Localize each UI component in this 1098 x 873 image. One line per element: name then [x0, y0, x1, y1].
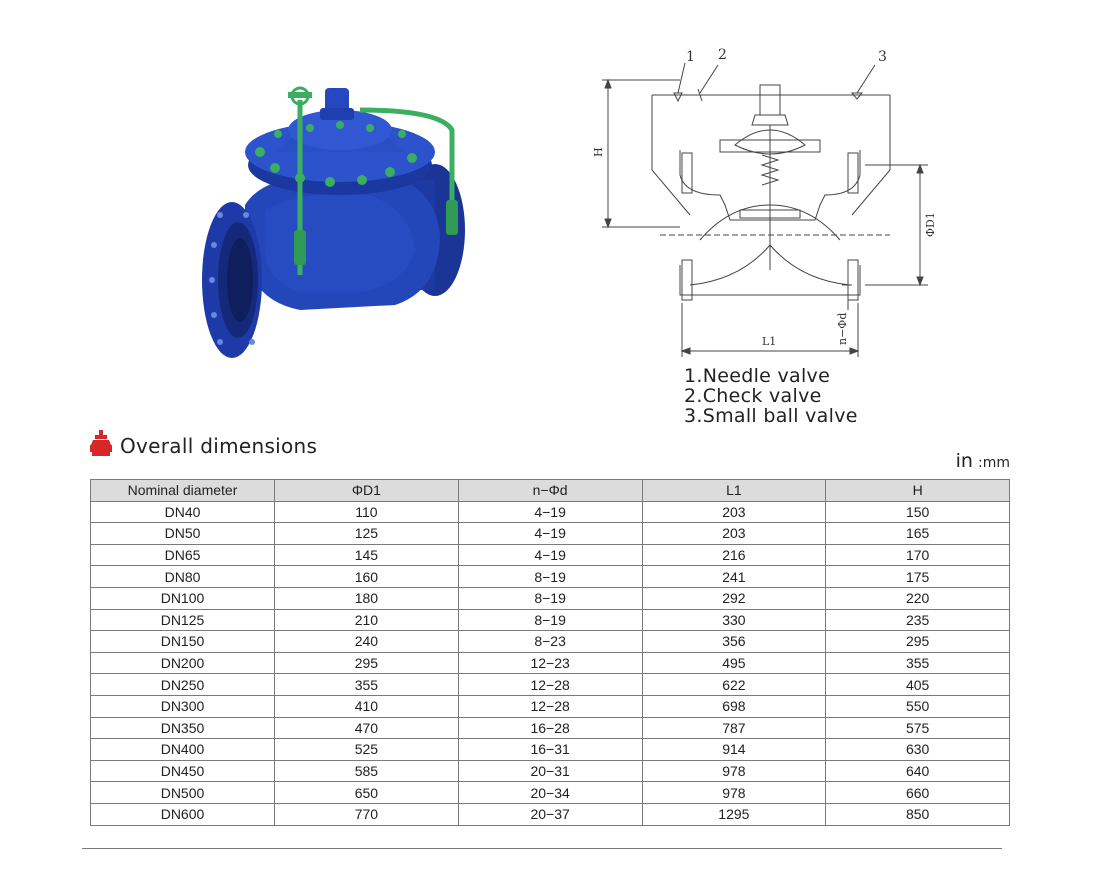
unit-suffix: :mm: [978, 455, 1010, 471]
table-cell: 495: [642, 652, 826, 674]
table-cell: DN80: [91, 566, 275, 588]
table-cell: 640: [826, 760, 1010, 782]
table-row: [91, 587, 1010, 609]
table-cell: 630: [826, 739, 1010, 761]
table-cell: 240: [275, 631, 459, 653]
valve-section-drawing: [590, 45, 950, 365]
column-header: L1: [642, 480, 826, 502]
table-cell: 8−19: [458, 587, 642, 609]
table-cell: 575: [826, 717, 1010, 739]
table-cell: 355: [275, 674, 459, 696]
table-cell: 203: [642, 501, 826, 523]
table-cell: DN150: [91, 631, 275, 653]
table-cell: 8−19: [458, 609, 642, 631]
table-row: [91, 566, 1010, 588]
table-cell: DN600: [91, 803, 275, 825]
column-header: n−Φd: [458, 480, 642, 502]
legend-item: 1.Needle valve: [684, 365, 831, 387]
unit-label: [956, 450, 1010, 472]
unit-prefix: in: [955, 450, 973, 472]
table-cell: DN250: [91, 674, 275, 696]
table-cell: 622: [642, 674, 826, 696]
table-cell: 150: [826, 501, 1010, 523]
dim-nd-label: n−Φd: [836, 312, 849, 345]
table-cell: 978: [642, 760, 826, 782]
table-cell: 145: [275, 544, 459, 566]
table-row: [91, 803, 1010, 825]
drawing-legend: [684, 366, 858, 426]
table-row: [91, 782, 1010, 804]
table-cell: 292: [642, 587, 826, 609]
dimensions-table: [90, 479, 1010, 826]
column-header: H: [826, 480, 1010, 502]
table-cell: DN125: [91, 609, 275, 631]
table-cell: 650: [275, 782, 459, 804]
table-cell: 165: [826, 523, 1010, 545]
table-cell: 216: [642, 544, 826, 566]
callout-3: 3: [878, 49, 887, 65]
table-cell: 203: [642, 523, 826, 545]
dim-d1-label: ΦD1: [924, 212, 937, 237]
table-cell: 4−19: [458, 501, 642, 523]
table-cell: 8−19: [458, 566, 642, 588]
table-cell: 330: [642, 609, 826, 631]
legend-item: 2.Check valve: [684, 385, 822, 407]
table-body: [91, 501, 1010, 825]
section-title: Overall dimensions: [120, 433, 318, 458]
table-cell: 4−19: [458, 523, 642, 545]
table-cell: DN350: [91, 717, 275, 739]
table-cell: DN200: [91, 652, 275, 674]
table-row: [91, 609, 1010, 631]
table-cell: 470: [275, 717, 459, 739]
table-cell: DN40: [91, 501, 275, 523]
table-cell: 220: [826, 587, 1010, 609]
table-row: [91, 652, 1010, 674]
table-cell: 180: [275, 587, 459, 609]
table-cell: 295: [826, 631, 1010, 653]
table-cell: 235: [826, 609, 1010, 631]
table-row: [91, 760, 1010, 782]
table-cell: 698: [642, 695, 826, 717]
callout-1: 1: [686, 49, 695, 65]
table-row: [91, 523, 1010, 545]
table-cell: 20−37: [458, 803, 642, 825]
table-cell: 660: [826, 782, 1010, 804]
table-row: [91, 739, 1010, 761]
table-cell: 410: [275, 695, 459, 717]
table-row: [91, 501, 1010, 523]
table-cell: DN50: [91, 523, 275, 545]
table-cell: 12−28: [458, 674, 642, 696]
table-cell: DN400: [91, 739, 275, 761]
table-cell: 585: [275, 760, 459, 782]
table-row: [91, 717, 1010, 739]
table-cell: DN450: [91, 760, 275, 782]
table-row: [91, 544, 1010, 566]
table-cell: 160: [275, 566, 459, 588]
table-cell: DN500: [91, 782, 275, 804]
table-cell: 1295: [642, 803, 826, 825]
table-cell: DN300: [91, 695, 275, 717]
table-cell: 355: [826, 652, 1010, 674]
column-header: Nominal diameter: [91, 480, 275, 502]
table-cell: 850: [826, 803, 1010, 825]
callout-2: 2: [718, 47, 727, 63]
table-cell: 978: [642, 782, 826, 804]
dim-l1-label: L1: [762, 335, 777, 348]
table-cell: 356: [642, 631, 826, 653]
table-cell: DN100: [91, 587, 275, 609]
table-cell: 175: [826, 566, 1010, 588]
table-cell: 12−23: [458, 652, 642, 674]
table-cell: 914: [642, 739, 826, 761]
dim-h-label: H: [592, 147, 605, 157]
legend-item: 3.Small ball valve: [684, 405, 858, 427]
table-cell: 110: [275, 501, 459, 523]
column-header: ΦD1: [275, 480, 459, 502]
table-cell: 787: [642, 717, 826, 739]
table-cell: 405: [826, 674, 1010, 696]
table-cell: 170: [826, 544, 1010, 566]
table-cell: 20−34: [458, 782, 642, 804]
table-cell: DN65: [91, 544, 275, 566]
table-cell: 125: [275, 523, 459, 545]
table-row: [91, 695, 1010, 717]
table-cell: 241: [642, 566, 826, 588]
table-cell: 20−31: [458, 760, 642, 782]
table-cell: 8−23: [458, 631, 642, 653]
table-cell: 550: [826, 695, 1010, 717]
red-valve-icon: [90, 430, 112, 461]
table-cell: 295: [275, 652, 459, 674]
table-row: [91, 631, 1010, 653]
table-cell: 770: [275, 803, 459, 825]
table-cell: 16−31: [458, 739, 642, 761]
table-header-row: [91, 480, 1010, 502]
table-cell: 4−19: [458, 544, 642, 566]
table-cell: 525: [275, 739, 459, 761]
table-row: [91, 674, 1010, 696]
table-cell: 12−28: [458, 695, 642, 717]
table-cell: 16−28: [458, 717, 642, 739]
valve-product-image: [190, 70, 480, 365]
table-cell: 210: [275, 609, 459, 631]
footer-divider: [82, 848, 1002, 849]
section-header: [90, 430, 317, 461]
